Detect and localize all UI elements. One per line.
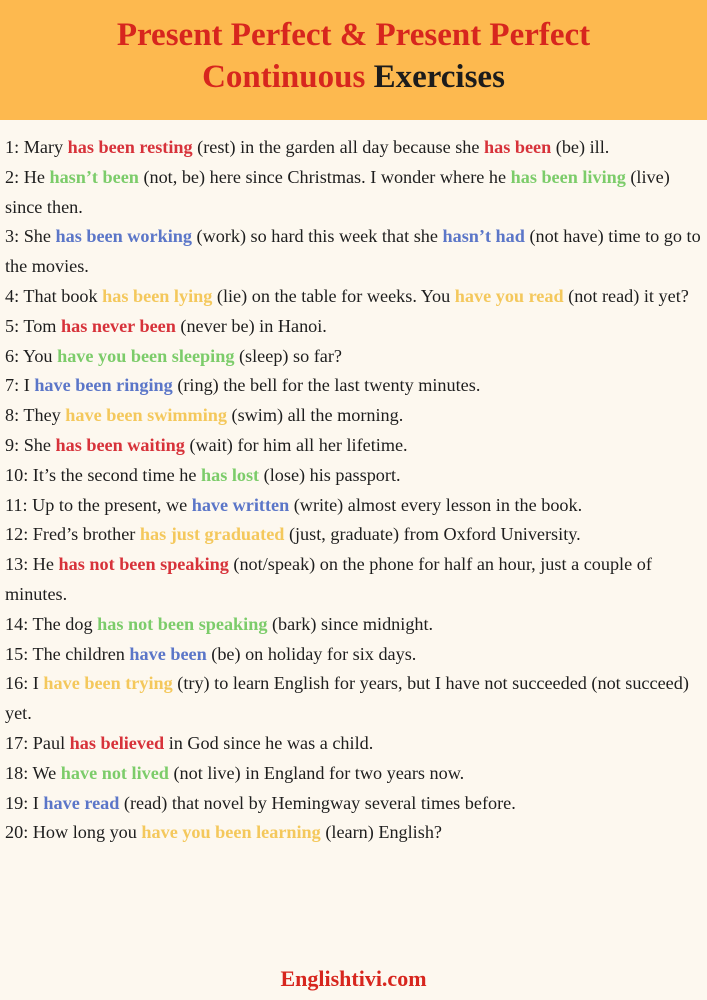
answer-highlight: have been bbox=[129, 643, 207, 664]
exercise-text: 14: The dog bbox=[5, 613, 98, 634]
exercise-text: (read) that novel by Hemingway several times before. bbox=[119, 792, 516, 813]
exercise-item bbox=[5, 461, 707, 491]
answer-highlight: has been working bbox=[55, 226, 192, 247]
answer-highlight: have written bbox=[191, 494, 290, 515]
answer-highlight: has believed bbox=[69, 732, 165, 753]
answer-highlight: has been waiting bbox=[55, 434, 185, 455]
exercise-text: 4: That book bbox=[5, 285, 103, 306]
exercise-text: (bark) since midnight. bbox=[267, 613, 434, 634]
answer-highlight: has been resting bbox=[67, 137, 193, 157]
answer-highlight: has been bbox=[484, 137, 552, 157]
exercise-text: 5: Tom bbox=[5, 315, 61, 336]
exercise-text: (sleep) so far? bbox=[234, 345, 342, 366]
exercise-text: (not read) it yet? bbox=[563, 285, 689, 306]
exercise-item bbox=[5, 729, 707, 759]
exercise-text: 16: I bbox=[5, 673, 44, 694]
answer-highlight: have you been learning bbox=[141, 822, 321, 843]
exercise-text: 19: I bbox=[5, 792, 44, 813]
exercise-item bbox=[5, 133, 707, 163]
exercise-text: 11: Up to the present, we bbox=[5, 494, 192, 515]
exercise-text: 10: It’s the second time he bbox=[5, 464, 201, 485]
answer-highlight: has lost bbox=[200, 464, 260, 485]
exercise-item bbox=[5, 491, 707, 521]
exercise-item bbox=[5, 818, 707, 848]
exercise-text: (not have) time to go to the movies. bbox=[5, 226, 701, 277]
exercise-text: 7: I bbox=[5, 375, 35, 396]
exercise-item bbox=[5, 759, 707, 789]
exercise-text: (rest) in the garden all day because she bbox=[192, 137, 484, 157]
exercise-text: (ring) the bell for the last twenty minutes. bbox=[172, 375, 481, 396]
exercise-list bbox=[5, 133, 707, 848]
site-footer: Englishtivi.com bbox=[280, 966, 427, 991]
exercise-text: 12: Fred’s brother bbox=[5, 524, 140, 545]
exercise-item bbox=[5, 669, 707, 729]
exercise-text: 1: Mary bbox=[5, 137, 68, 157]
answer-highlight: have not lived bbox=[60, 762, 169, 783]
exercise-text: (not live) in England for two years now. bbox=[168, 762, 465, 783]
title-word-continuous: Continuous bbox=[202, 59, 366, 95]
answer-highlight: has never been bbox=[61, 315, 176, 336]
exercise-text: 2: He bbox=[5, 166, 50, 187]
exercise-text: 9: She bbox=[5, 434, 56, 455]
exercise-item bbox=[5, 640, 707, 670]
exercise-text: (not/speak) on the phone for half an hour, just a couple of minutes. bbox=[5, 554, 652, 604]
exercise-text: (just, graduate) from Oxford University. bbox=[284, 524, 581, 545]
exercise-text: (be) on holiday for six days. bbox=[206, 643, 417, 664]
exercise-item bbox=[5, 371, 707, 401]
exercise-text: in God since he was a child. bbox=[164, 732, 374, 753]
answer-highlight: has just graduated bbox=[139, 524, 285, 545]
page-title-line-1: Present Perfect & Present Perfect bbox=[116, 17, 591, 53]
exercise-text: 3: She bbox=[5, 226, 56, 247]
exercise-text: (never be) in Hanoi. bbox=[175, 315, 327, 336]
exercise-text: (write) almost every lesson in the book. bbox=[289, 494, 583, 515]
exercise-item bbox=[5, 550, 707, 610]
exercise-text: 18: We bbox=[5, 762, 61, 783]
answer-highlight: has not been speaking bbox=[58, 554, 229, 575]
exercise-item bbox=[5, 401, 707, 431]
exercise-item bbox=[5, 312, 707, 342]
exercise-text: (lie) on the table for weeks. You bbox=[212, 285, 455, 306]
answer-highlight: hasn’t had bbox=[442, 226, 525, 247]
exercise-item bbox=[5, 342, 707, 372]
exercise-text: (learn) English? bbox=[320, 822, 442, 843]
answer-highlight: has not been speaking bbox=[97, 613, 268, 634]
answer-highlight: have been trying bbox=[43, 673, 173, 694]
title-word-exercises: Exercises bbox=[373, 59, 505, 95]
exercise-text: (not, be) here since Christmas. I wonder where he bbox=[138, 166, 511, 187]
exercise-text: 17: Paul bbox=[5, 732, 70, 753]
exercise-item bbox=[5, 282, 707, 312]
answer-highlight: has been living bbox=[510, 166, 626, 187]
answer-highlight: have been swimming bbox=[65, 405, 227, 426]
exercise-text: 15: The children bbox=[5, 643, 130, 664]
exercise-text: 13: He bbox=[5, 554, 59, 575]
exercise-item bbox=[5, 520, 707, 550]
exercise-item bbox=[5, 431, 707, 461]
exercise-text: (work) so hard this week that she bbox=[191, 226, 443, 247]
exercise-text: (wait) for him all her lifetime. bbox=[184, 434, 408, 455]
exercise-text: (live) since then. bbox=[5, 166, 670, 217]
exercise-item bbox=[5, 163, 707, 223]
answer-highlight: has been lying bbox=[102, 285, 213, 306]
page-title-line-2 bbox=[0, 56, 707, 98]
exercise-item bbox=[5, 222, 707, 282]
exercise-text: 6: You bbox=[5, 345, 58, 366]
exercise-text: (be) ill. bbox=[551, 137, 610, 157]
exercise-text: (lose) his passport. bbox=[259, 464, 401, 485]
exercise-item bbox=[5, 610, 707, 640]
exercise-text: 20: How long you bbox=[5, 822, 142, 843]
exercise-text: (swim) all the morning. bbox=[226, 405, 404, 426]
answer-highlight: have been ringing bbox=[34, 375, 173, 396]
answer-highlight: have you been sleeping bbox=[57, 345, 235, 366]
exercise-text: (try) to learn English for years, but I have not succeeded (not succeed) yet. bbox=[5, 673, 689, 724]
answer-highlight: hasn’t been bbox=[49, 166, 139, 187]
exercise-text: 8: They bbox=[5, 405, 66, 426]
title-banner bbox=[0, 0, 707, 120]
exercise-item bbox=[5, 789, 707, 819]
answer-highlight: have read bbox=[43, 792, 120, 813]
answer-highlight: have you read bbox=[454, 285, 564, 306]
